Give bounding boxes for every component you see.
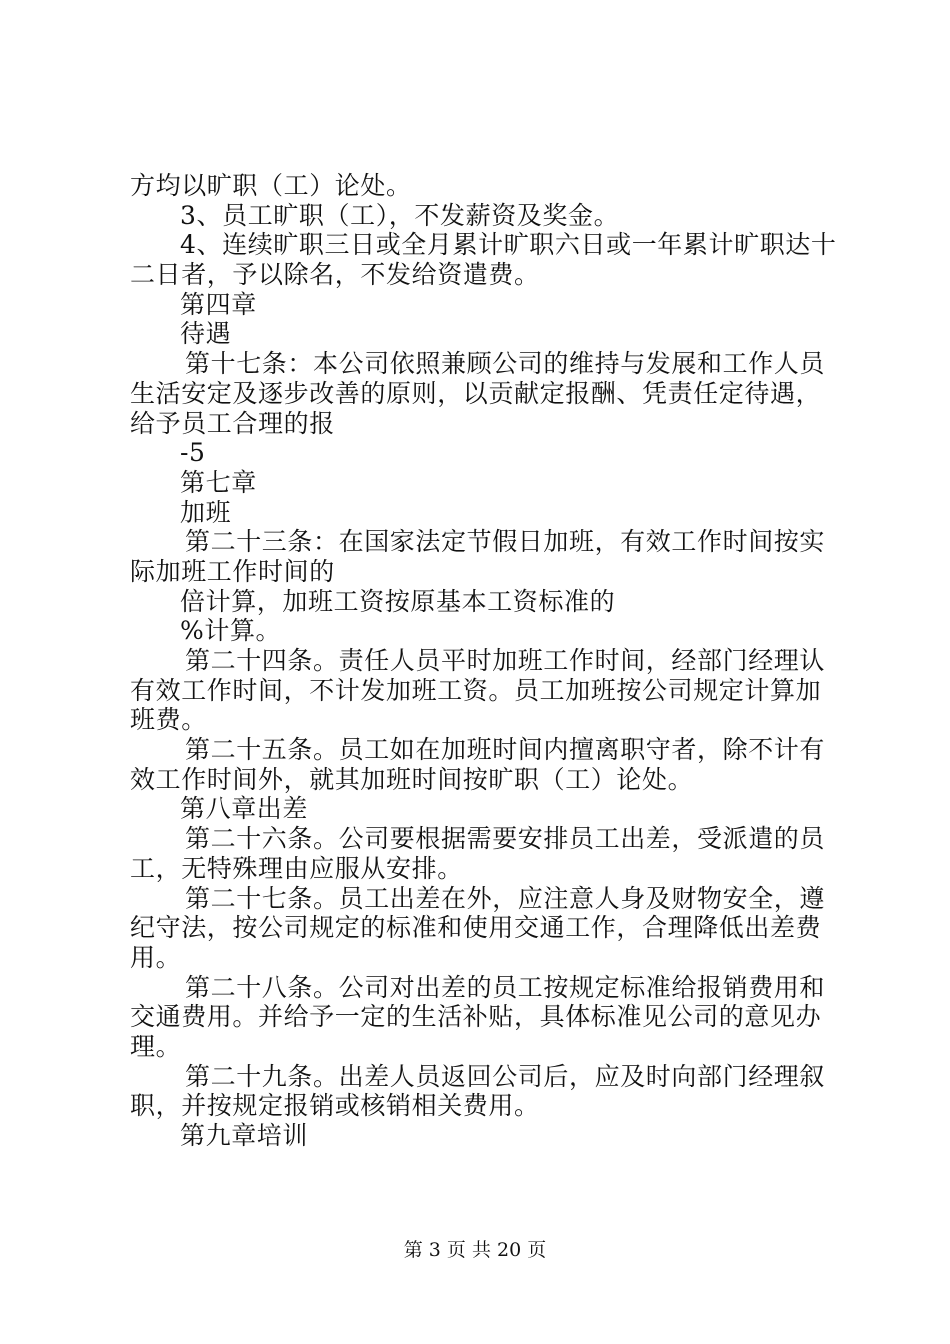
text-line: 3、员工旷职（工），不发薪资及奖金。: [180, 200, 620, 230]
text-line: 效工作时间外，就其加班时间按旷职（工）论处。: [130, 764, 694, 794]
text-line: 二日者，予以除名，不发给资遣费。: [130, 260, 540, 290]
text-line: 倍计算，加班工资按原基本工资标准的: [180, 586, 616, 616]
text-line: 加班: [180, 497, 232, 527]
text-line: 第二十九条。出差人员返回公司后，应及时向部门经理叙: [185, 1061, 826, 1091]
text-line: 方均以旷职（工）论处。: [130, 171, 412, 200]
text-line: 际加班工作时间的: [130, 556, 335, 586]
text-line: 工，无特殊理由应服从安排。: [130, 853, 463, 883]
text-line: 第二十四条。责任人员平时加班工作时间，经部门经理认: [185, 646, 826, 675]
text-line: 第四章: [180, 289, 257, 319]
text-line: 4、连续旷职三日或全月累计旷职六日或一年累计旷职达十: [180, 230, 837, 260]
page-footer: 第 3 页 共 20 页: [403, 1239, 547, 1261]
text-line: 第二十六条。公司要根据需要安排员工出差，受派遣的员: [185, 824, 826, 854]
text-line: 生活安定及逐步改善的原则，以贡献定报酬、凭责任定待遇，: [130, 378, 822, 408]
text-line: 待遇: [180, 319, 232, 349]
text-line: 第二十八条。公司对出差的员工按规定标准给报销费用和: [185, 972, 826, 1002]
text-line: 给予员工合理的报: [130, 408, 335, 438]
text-line: 第二十五条。员工如在加班时间内擅离职守者，除不计有: [185, 735, 826, 765]
text-line: 理。: [130, 1031, 182, 1061]
text-line: 第七章: [180, 467, 257, 497]
text-line: 第九章培训: [180, 1121, 309, 1150]
text-line: -5: [180, 438, 206, 468]
text-line: 第十七条：本公司依照兼顾公司的维持与发展和工作人员: [185, 349, 826, 379]
text-line: %计算。: [180, 616, 282, 646]
text-line: 用。: [130, 942, 182, 972]
text-line: 第二十七条。员工出差在外，应注意人身及财物安全，遵: [185, 883, 826, 913]
text-line: 有效工作时间，不计发加班工资。员工加班按公司规定计算加: [130, 675, 822, 705]
text-line: 班费。: [130, 705, 207, 735]
text-line: 第八章出差: [180, 794, 309, 824]
text-line: 职，并按规定报销或核销相关费用。: [130, 1091, 540, 1121]
document-body: [130, 171, 840, 1151]
text-line: 纪守法，按公司规定的标准和使用交通工作，合理降低出差费: [130, 913, 822, 943]
text-line: 第二十三条：在国家法定节假日加班，有效工作时间按实: [185, 527, 826, 557]
text-line: 交通费用。并给予一定的生活补贴，具体标准见公司的意见办: [130, 1002, 822, 1032]
